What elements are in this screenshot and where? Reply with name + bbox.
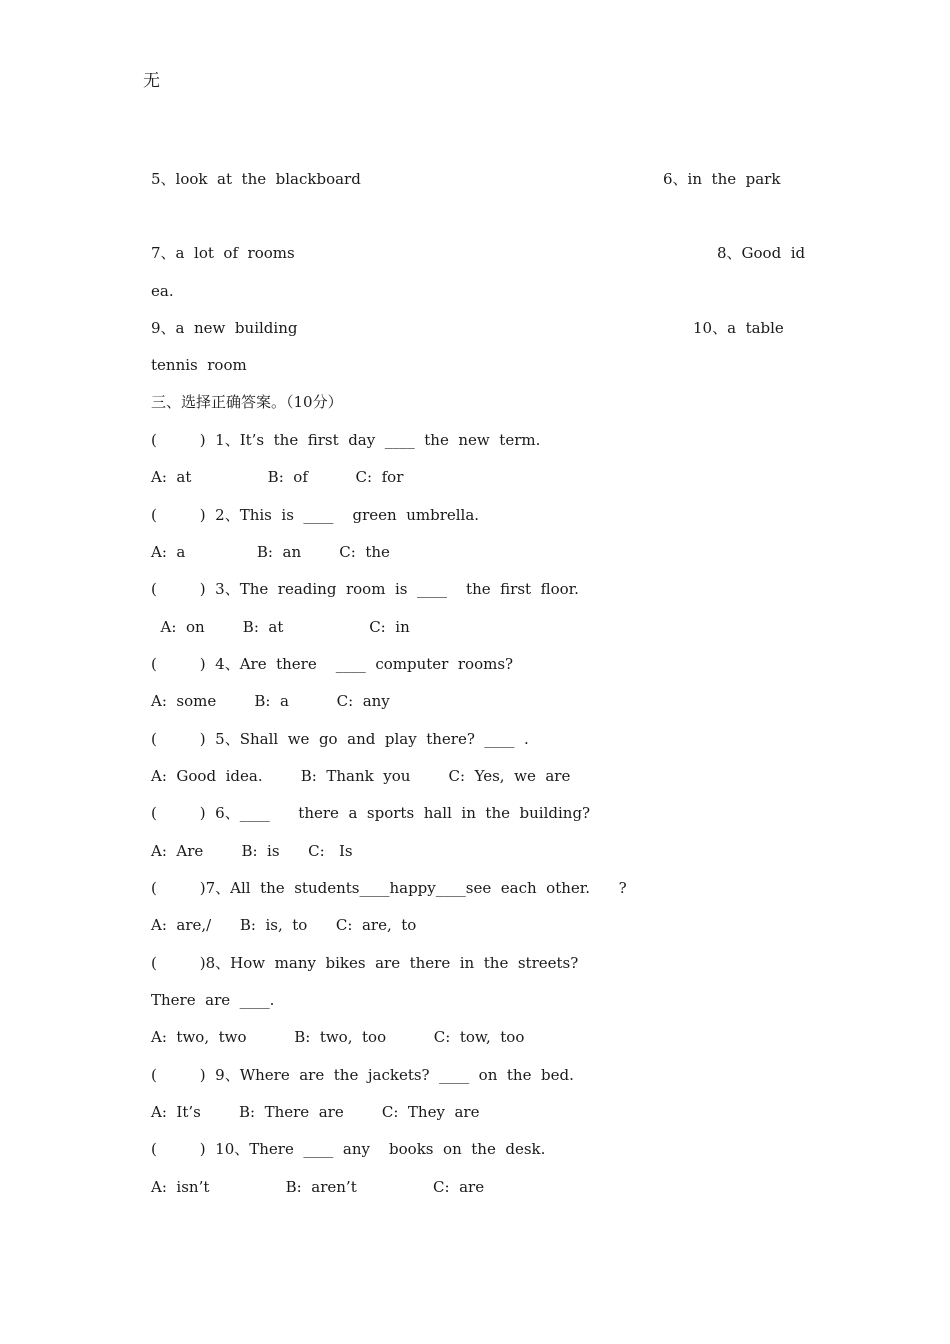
question-9: ( ) 9、Where are the jackets? ____ on the bed. xyxy=(151,1066,574,1084)
phrase-6: 6、in the park xyxy=(663,170,781,188)
phrase-8-cont: ea. xyxy=(151,282,174,300)
options-6: A: Are B: is C: Is xyxy=(151,842,353,860)
options-4: A: some B: a C: any xyxy=(151,692,390,710)
question-4: ( ) 4、Are there ____ computer rooms? xyxy=(151,655,514,673)
phrase-10: 10、a table xyxy=(693,319,784,337)
header-char: 无 xyxy=(143,71,160,91)
options-2: A: a B: an C: the xyxy=(151,543,390,561)
question-6: ( ) 6、____ there a sports hall in the building? xyxy=(151,804,591,822)
question-3: ( ) 3、The reading room is ____ the first floor. xyxy=(151,580,579,598)
phrase-7: 7、a lot of rooms xyxy=(151,244,295,262)
options-8: A: two, two B: two, too C: tow, too xyxy=(151,1028,525,1046)
question-2: ( ) 2、This is ____ green umbrella. xyxy=(151,506,480,524)
question-10: ( ) 10、There ____ any books on the desk. xyxy=(151,1140,546,1158)
section-title: 三、选择正确答案。（10分） xyxy=(151,393,343,411)
question-1: ( ) 1、It’s the first day ____ the new term. xyxy=(151,431,541,449)
question-8: ( )8、How many bikes are there in the streets? xyxy=(151,954,579,972)
options-5: A: Good idea. B: Thank you C: Yes, we are xyxy=(151,767,571,785)
phrase-8: 8、Good id xyxy=(717,244,806,262)
options-10: A: isn’t B: aren’t C: are xyxy=(151,1178,485,1196)
options-1: A: at B: of C: for xyxy=(151,468,404,486)
phrase-9: 9、a new building xyxy=(151,319,298,337)
question-5: ( ) 5、Shall we go and play there? ____ . xyxy=(151,730,529,748)
options-7: A: are,/ B: is, to C: are, to xyxy=(151,916,417,934)
options-9: A: It’s B: There are C: They are xyxy=(151,1103,480,1121)
question-8-cont: There are ____. xyxy=(151,991,275,1009)
question-7: ( )7、All the students____happy____see each other. ? xyxy=(151,879,627,897)
phrase-10-cont: tennis room xyxy=(151,356,247,374)
options-3: A: on B: at C: in xyxy=(151,618,410,636)
phrase-5: 5、look at the blackboard xyxy=(151,170,361,188)
